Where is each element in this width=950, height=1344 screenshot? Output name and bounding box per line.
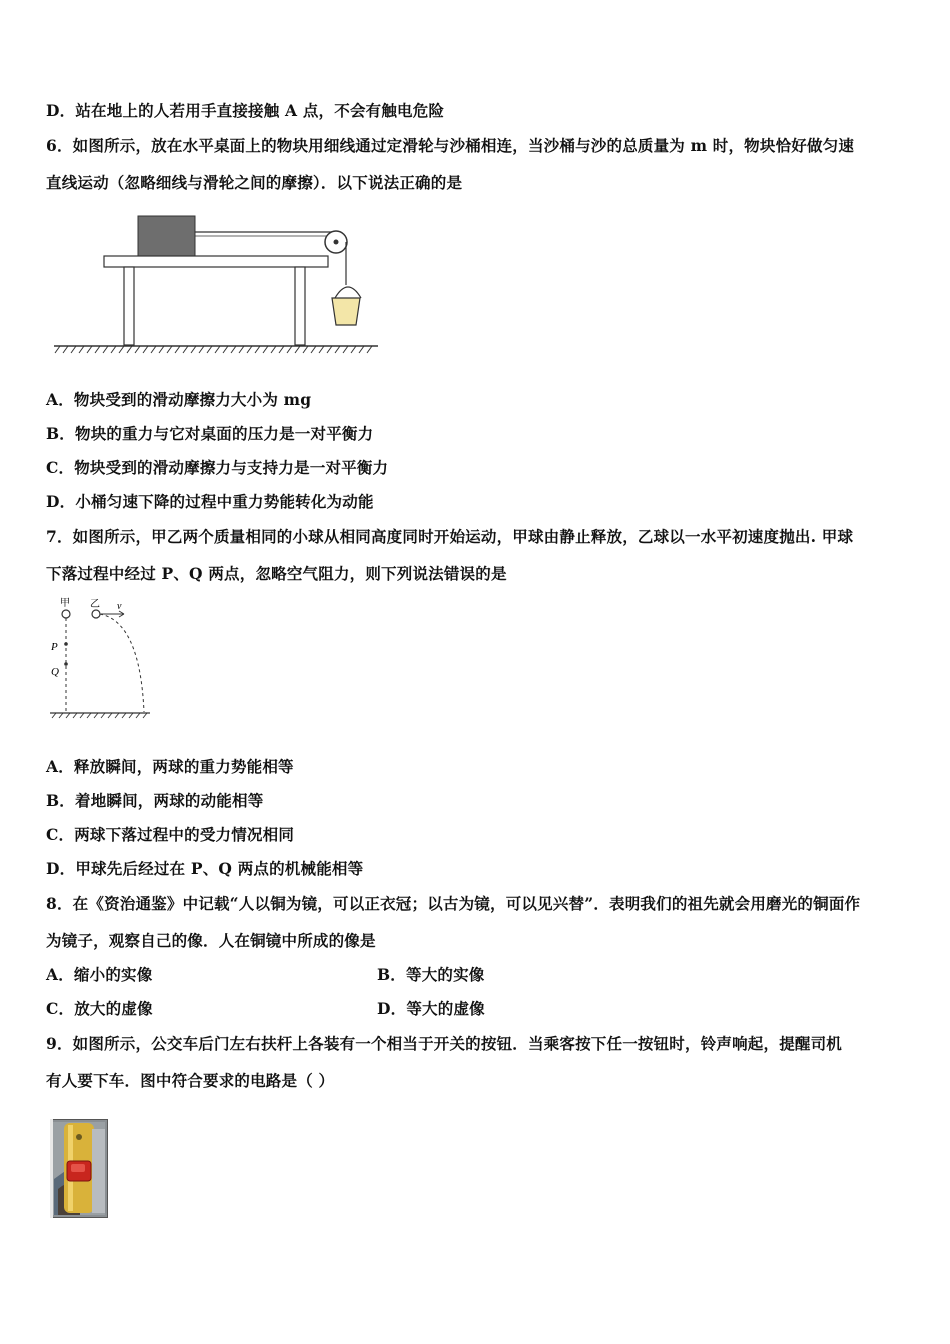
q6-stem-line1: 6．如图所示，放在水平桌面上的物块用细线通过定滑轮与沙桶相连，当沙桶与沙的总质量为 m 时，物块恰好做匀速 xyxy=(46,136,855,155)
q7-option-d: D．甲球先后经过在 P、Q 两点的机械能相等 xyxy=(46,859,364,878)
q9-stem-line2: 有人要下车．图中符合要求的电路是（ ） xyxy=(46,1071,335,1090)
table-leg-right xyxy=(295,267,305,345)
path-yi xyxy=(100,614,144,712)
sand-bucket xyxy=(332,298,360,325)
q7-option-a: A．释放瞬间，两球的重力势能相等 xyxy=(46,757,294,776)
q6-option-d: D．小桶匀速下降的过程中重力势能转化为动能 xyxy=(46,492,374,511)
point-p xyxy=(64,642,68,646)
q6-option-b: B．物块的重力与它对桌面的压力是一对平衡力 xyxy=(46,424,374,443)
q8-option-a: A．缩小的实像 xyxy=(46,965,153,984)
bucket-handle xyxy=(335,287,361,298)
q6-option-a: A．物块受到的滑动摩擦力大小为 mg xyxy=(46,390,312,409)
ball-jia xyxy=(62,610,70,618)
block xyxy=(138,216,195,256)
q7-stem-line1: 7．如图所示，甲乙两个质量相同的小球从相同高度同时开始运动，甲球由静止释放，乙球以一水平初速度抛出. 甲球 xyxy=(46,527,854,546)
label-q: Q xyxy=(51,666,59,678)
q8-stem-line1: 8．在《资治通鉴》中记载“人以铜为镜，可以正衣冠；以古为镜，可以见兴替”．表明我们的祖先就会用磨光的铜面作 xyxy=(46,894,861,913)
point-q xyxy=(64,662,68,666)
label-p: P xyxy=(51,641,58,653)
q7-stem-line2: 下落过程中经过 P、Q 两点，忽略空气阻力，则下列说法错误的是 xyxy=(46,564,507,583)
q6-stem-line2: 直线运动（忽略细线与滑轮之间的摩擦）．以下说法正确的是 xyxy=(46,173,463,192)
label-jia: 甲 xyxy=(60,598,70,609)
table-leg-left xyxy=(124,267,134,345)
q7-falling-balls-figure xyxy=(46,594,156,722)
q9-bus-button-photo xyxy=(50,1119,108,1218)
q9-stem-line1: 9．如图所示，公交车后门左右扶杆上各装有一个相当于开关的按钮．当乘客按下任一按钮时，铃声响起，提醒司机 xyxy=(46,1034,842,1053)
label-yi: 乙 xyxy=(90,599,100,610)
table-top xyxy=(104,256,328,267)
q7-option-c: C．两球下落过程中的受力情况相同 xyxy=(46,825,295,844)
q6-option-c: C．物块受到的滑动摩擦力与支持力是一对平衡力 xyxy=(46,458,389,477)
q8-stem-line2: 为镜子，观察自己的像．人在铜镜中所成的像是 xyxy=(46,931,376,950)
q7-option-b: B．着地瞬间，两球的动能相等 xyxy=(46,791,264,810)
label-v: v xyxy=(117,601,122,612)
q8-option-b: B．等大的实像 xyxy=(377,965,485,984)
q8-option-d: D．等大的虚像 xyxy=(377,999,485,1018)
q8-option-c: C．放大的虚像 xyxy=(46,999,153,1018)
ball-yi xyxy=(92,610,100,618)
q5-option-d: D．站在地上的人若用手直接接触 A 点，不会有触电危险 xyxy=(46,101,445,120)
q6-table-pulley-figure xyxy=(52,212,382,358)
